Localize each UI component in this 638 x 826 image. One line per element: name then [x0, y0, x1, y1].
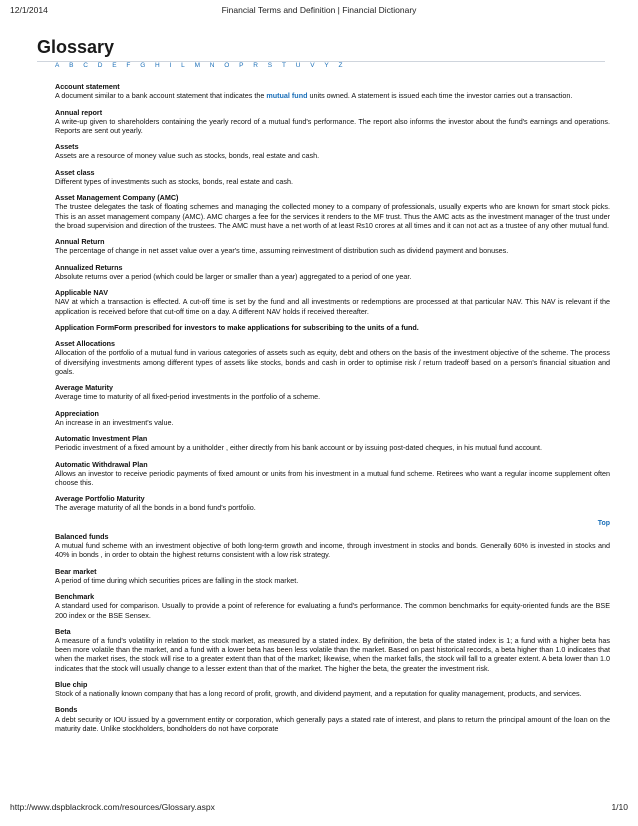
alphabet-link-g[interactable]: G [140, 62, 146, 69]
print-footer [10, 802, 628, 814]
definition-text: units owned. A statement is issued each time the investor carries out a transaction. [307, 91, 573, 101]
top-link[interactable]: Top [597, 519, 610, 527]
glossary-entry [55, 142, 610, 160]
page-number: 1/10 [611, 802, 628, 812]
alphabet-link-d[interactable]: D [97, 62, 103, 69]
entry-definition: Absolute returns over a period (which could be larger or smaller than a year) aggregated to a period of one year. [55, 271, 412, 281]
entry-definition [55, 91, 610, 100]
entry-definition: Assets are a resource of money value such as stocks, bonds, real estate and cash. [55, 151, 320, 161]
entry-definition: Stock of a nationally known company that has a long record of profit, growth, and dividend payment, and a reputation for quality management, products, and services. [55, 689, 582, 699]
glossary-entry [55, 680, 610, 698]
entry-definition: An increase in an investment's value. [55, 417, 174, 427]
entry-term: Account statement [55, 82, 120, 91]
glossary-entry [55, 460, 610, 488]
glossary-entry [55, 288, 610, 316]
glossary-entry [55, 434, 610, 452]
glossary-content [55, 82, 610, 740]
entry-definition: The percentage of change in net asset value over a year's time, assuming reinvestment of distribution such as dividend payment and bonuses. [55, 246, 509, 256]
mutual-fund-link[interactable]: mutual fund [266, 91, 308, 101]
alphabet-link-s[interactable]: S [267, 62, 273, 69]
entry-term: Asset class [55, 167, 95, 177]
entry-definition: Periodic investment of a fixed amount by a unitholder , either directly from his bank account or by issuing post-dated cheques, in his mutual fund account. [55, 443, 543, 453]
entry-definition: The trustee delegates the task of floating schemes and managing the collected money to a company of professionals, usually experts who are known for smart stock picks. This is an asset management company (AMC). AMC charges a fee for the services it renders to the MF trust. Thus the AMC acts as the investment manager of the trust under the broad supervision and direction of the trustees. The AMC must have a net worth of at least Rs10 crores at all times and it can not act as a trustee of any other mutual fund. [55, 202, 610, 230]
entry-definition: A period of time during which securities prices are falling in the stock market. [55, 575, 299, 585]
alphabet-link-n[interactable]: N [209, 62, 215, 69]
entry-definition: Different types of investments such as stocks, bonds, real estate and cash. [55, 176, 293, 186]
alphabet-link-z[interactable]: Z [338, 62, 343, 69]
definition-text: A document similar to a bank account statement that indicates the [55, 91, 267, 101]
entry-definition: Allows an investor to receive periodic payments of fixed amount or units from his investment in a mutual fund scheme. Retirees who want a regular income supplement often choose this. [55, 468, 610, 487]
alphabet-link-a[interactable]: A [55, 62, 60, 69]
entry-term: Annual report [55, 107, 103, 117]
alphabet-nav [55, 62, 343, 69]
entry-definition: A standard used for comparison. Usually to provide a point of reference for evaluating a fund's performance. The common benchmarks for equity-oriented funds are the BSE 200 index or the BSE Sensex. [55, 601, 610, 620]
entry-definition: A write-up given to shareholders containing the yearly record of a mutual fund's performance. The report also informs the investor about the fund's earnings and operations. Reports are sent out yearly. [55, 116, 610, 135]
alphabet-link-c[interactable]: C [83, 62, 89, 69]
page-title: Glossary [37, 37, 115, 57]
alphabet-link-f[interactable]: F [126, 62, 131, 69]
entry-term: Balanced funds [55, 531, 109, 541]
entry-definition: NAV at which a transaction is effected. A cut-off time is set by the fund and all investments or redemptions are processed at that particular NAV. This NAV is relevant if the application is received before that cut-off time on a day. A different NAV holds if received thereafter. [55, 297, 610, 316]
entry-term: Average Maturity [55, 383, 114, 393]
glossary-entry [55, 567, 610, 585]
entry-term: Application FormForm prescribed for investors to make applications for subscribing to the units of a fund. [55, 322, 419, 332]
glossary-entry [55, 339, 610, 376]
entry-term: Annualized Returns [55, 262, 123, 272]
entry-term: Blue chip [55, 679, 88, 689]
entry-term: Asset Allocations [55, 339, 116, 349]
alphabet-link-m[interactable]: M [194, 62, 201, 69]
alphabet-link-i[interactable]: I [169, 62, 172, 69]
entry-term: Appreciation [55, 408, 99, 418]
entry-term: Bear market [55, 566, 97, 576]
alphabet-link-b[interactable]: B [69, 62, 74, 69]
glossary-entry [55, 82, 610, 100]
glossary-entry [55, 323, 610, 332]
alphabet-link-o[interactable]: O [224, 62, 230, 69]
entry-term: Average Portfolio Maturity [55, 494, 145, 504]
entry-definition: The average maturity of all the bonds in a bond fund's portfolio. [55, 503, 256, 513]
alphabet-link-e[interactable]: E [112, 62, 117, 69]
alphabet-link-r[interactable]: R [253, 62, 259, 69]
entry-term: Asset Management Company (AMC) [55, 193, 179, 203]
glossary-entry [55, 627, 610, 673]
alphabet-link-t[interactable]: T [281, 62, 287, 69]
entry-definition: Allocation of the portfolio of a mutual fund in various categories of assets such as equity, debt and others on the basis of the investment objective of the scheme. The process of diversifying investments among different types of assets like stocks, bonds and cash in order to optimise risk / return tradeoff based on a person's financial situation and goals. [55, 348, 610, 376]
entry-term: Automatic Withdrawal Plan [55, 459, 148, 469]
glossary-entry [55, 532, 610, 560]
glossary-entry [55, 705, 610, 733]
entry-term: Bonds [55, 705, 78, 715]
document-title: Financial Terms and Definition | Financial Dictionary [221, 5, 417, 15]
page-url: http://www.dspblackrock.com/resources/Glossary.aspx [10, 802, 215, 812]
alphabet-link-l[interactable]: L [181, 62, 185, 69]
print-header [10, 5, 628, 17]
alphabet-link-p[interactable]: P [239, 62, 244, 69]
entry-term: Automatic Investment Plan [55, 434, 148, 444]
entry-definition: Average time to maturity of all fixed-period investments in the portfolio of a scheme. [55, 392, 321, 402]
glossary-entry [55, 193, 610, 230]
glossary-entry [55, 409, 610, 427]
entry-definition: A measure of a fund's volatility in relation to the stock market, as measured by a stated index. By definition, the beta of the stated index is 1; a fund with a higher beta has been more volatile than the market, and a fund with a lower beta has been less volatile than the market. Based on past historical records, a beta higher than 1.0 indicates that when the market rises, the stock will rise to a greater extent than that of the market; likewise, when the market falls, the stock will fall to a greater extent. A beta lower than 1.0 indicates that the stock will usually change to a lesser extent than that of the market. The higher the beta, the greater the investment risk. [55, 636, 610, 673]
glossary-entry [55, 168, 610, 186]
glossary-entry [55, 237, 610, 255]
alphabet-link-u[interactable]: U [295, 62, 301, 69]
alphabet-link-v[interactable]: V [310, 62, 315, 69]
entry-term: Benchmark [55, 592, 95, 602]
glossary-entry [55, 263, 610, 281]
entry-term: Applicable NAV [55, 288, 108, 298]
glossary-entry [55, 592, 610, 620]
alphabet-link-h[interactable]: H [155, 62, 160, 69]
print-date: 12/1/2014 [10, 5, 48, 15]
glossary-entry [55, 383, 610, 401]
entry-term: Beta [55, 626, 71, 636]
entry-definition: A mutual fund scheme with an investment objective of both long-term growth and income, through investment in stocks and bonds. Generally 60% is invested in stocks and 40% in bonds , in order to obtain the highest returns consistent with a low risk strategy. [55, 541, 610, 560]
alphabet-link-y[interactable]: Y [324, 62, 329, 69]
entry-term: Assets [55, 142, 79, 152]
glossary-entry [55, 108, 610, 136]
entry-term: Annual Return [55, 237, 105, 247]
entry-definition: A debt security or IOU issued by a government entity or corporation, which generally pays a stated rate of interest, and plans to return the principal amount of the loan on the maturity date. Unlike stockholders, bondholders do not have corporate [55, 714, 610, 733]
glossary-entry [55, 494, 610, 512]
